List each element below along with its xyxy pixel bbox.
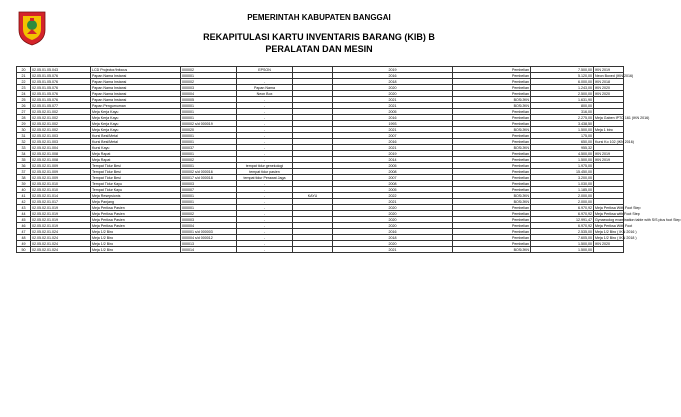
year-cell: 2020 xyxy=(333,91,453,97)
acquisition-method-cell: BOS/JKN xyxy=(453,103,531,109)
brand-cell: - xyxy=(237,127,293,133)
acquisition-method-cell: Pembelian xyxy=(453,151,531,157)
price-cell: 6.970,92 xyxy=(531,211,594,217)
price-cell: 6.970,92 xyxy=(531,223,594,229)
acquisition-method-cell: Pembelian xyxy=(453,121,531,127)
item-name-cell: Papan Nama Instansi xyxy=(91,73,181,79)
year-cell: 2008 xyxy=(333,169,453,175)
item-code-cell: 02.05.02.01.014 xyxy=(31,193,91,199)
item-code-cell: 02.05.01.05.043 xyxy=(31,67,91,73)
row-number-cell: 48 xyxy=(17,235,31,241)
register-number-cell: 000002 xyxy=(181,211,237,217)
row-number-cell: 38 xyxy=(17,175,31,181)
year-cell: 2007 xyxy=(333,133,453,139)
brand-cell: - xyxy=(237,121,293,127)
remarks-cell: Kursi Ko 102 (IKN 2016) xyxy=(595,139,634,144)
price-cell: 1.500,00 xyxy=(531,247,594,253)
price-cell: 1.030,00 xyxy=(531,181,594,187)
item-name-cell: Kursi Besi/Metal xyxy=(91,133,181,139)
register-number-cell: 000001 xyxy=(181,139,237,145)
row-number-cell: 36 xyxy=(17,163,31,169)
brand-cell: - xyxy=(237,229,293,235)
brand-cell: tempat tidur Perawat Jaga xyxy=(237,175,293,181)
item-code-cell: 02.05.02.01.024 xyxy=(31,229,91,235)
brand-cell: - xyxy=(237,157,293,163)
year-cell: 2016 xyxy=(333,229,453,235)
register-number-cell: 000001 xyxy=(181,109,237,115)
year-cell: 2016 xyxy=(333,73,453,79)
acquisition-method-cell: BOS/JKN xyxy=(453,247,531,253)
row-number-cell: 43 xyxy=(17,205,31,211)
year-cell: 2005 xyxy=(333,163,453,169)
brand-cell: - xyxy=(237,205,293,211)
item-name-cell: Meja Periksa Pasien xyxy=(91,211,181,217)
item-code-cell: 02.05.02.01.009 xyxy=(31,169,91,175)
item-code-cell: 02.05.02.01.010 xyxy=(31,181,91,187)
brand-cell: - xyxy=(237,145,293,151)
register-number-cell: 000003 xyxy=(181,85,237,91)
item-code-cell: 02.05.02.01.004 xyxy=(31,145,91,151)
year-cell: 1993 xyxy=(333,121,453,127)
price-cell: 5.120,00 xyxy=(531,73,594,79)
year-cell: 2020 xyxy=(333,211,453,217)
item-code-cell: 02.05.02.01.024 xyxy=(31,247,91,253)
price-cell: 650,00 xyxy=(531,139,594,145)
register-number-cell: 000004 xyxy=(181,91,237,97)
remarks-cell: Meja 1/2 Biro ( IKN 2018 ) xyxy=(595,235,637,240)
item-name-cell: Kursi Kayu xyxy=(91,145,181,151)
item-name-cell: Papan Pengumuman xyxy=(91,103,181,109)
price-cell: 175,00 xyxy=(531,133,594,139)
row-number-cell: 22 xyxy=(17,79,31,85)
price-cell: 3.438,50 xyxy=(531,121,594,127)
remarks-cell: Meja Periksa With Foot Step xyxy=(595,205,641,210)
remarks-cell: IKN 2020 xyxy=(594,91,624,97)
table-row xyxy=(17,247,624,253)
register-number-cell: 000005 xyxy=(181,97,237,103)
register-number-cell: 000003 xyxy=(181,217,237,223)
acquisition-method-cell: Pembelian xyxy=(453,67,531,73)
brand-cell: - xyxy=(237,109,293,115)
price-cell: 2.500,00 xyxy=(531,91,594,97)
item-code-cell: 02.05.02.01.019 xyxy=(31,223,91,229)
item-code-cell: 02.05.01.05.076 xyxy=(31,85,91,91)
brand-cell: - xyxy=(237,241,293,247)
register-number-cell: 000002 s/d 000016 xyxy=(181,169,237,175)
brand-cell: - xyxy=(237,217,293,223)
acquisition-method-cell: Pembelian xyxy=(453,229,531,235)
row-number-cell: 29 xyxy=(17,121,31,127)
item-name-cell: Meja 1/2 Biro xyxy=(91,241,181,247)
item-name-cell: Meja 1/2 Biro xyxy=(91,235,181,241)
price-cell: 4.500,00 xyxy=(531,151,594,157)
year-cell: 2020 xyxy=(333,85,453,91)
brand-cell: - xyxy=(237,103,293,109)
year-cell: 2014 xyxy=(333,157,453,163)
brand-cell: - xyxy=(237,151,293,157)
price-cell: 1.500,00 xyxy=(531,157,594,163)
item-code-cell: 02.05.02.01.019 xyxy=(31,217,91,223)
row-number-cell: 20 xyxy=(17,67,31,73)
brand-cell: tempat tidur genekologi xyxy=(237,163,293,169)
register-number-cell: 000014 xyxy=(181,247,237,253)
row-number-cell: 23 xyxy=(17,85,31,91)
price-cell: 316,00 xyxy=(531,109,594,115)
acquisition-method-cell: Pembelian xyxy=(453,181,531,187)
year-cell: 2021 xyxy=(333,247,453,253)
remarks-cell: Meja 1/2 Biro ( IKN 2016 ) xyxy=(595,229,637,234)
item-name-cell: Meja Periksa Pasien xyxy=(91,217,181,223)
price-cell: 6.000,00 xyxy=(531,79,594,85)
row-number-cell: 37 xyxy=(17,169,31,175)
year-cell: 2019 xyxy=(333,151,453,157)
acquisition-method-cell: Pembelian xyxy=(453,223,531,229)
remarks-cell: IKN 2018 xyxy=(594,79,624,85)
item-name-cell: Meja Rapat xyxy=(91,157,181,163)
acquisition-method-cell: BOS/JKN xyxy=(453,199,531,205)
acquisition-method-cell: BOS/JKN xyxy=(453,145,531,151)
register-number-cell: 000001 xyxy=(181,115,237,121)
item-name-cell: Papan Nama Instansi xyxy=(91,79,181,85)
item-code-cell: 02.05.02.01.002 xyxy=(31,109,91,115)
row-number-cell: 39 xyxy=(17,181,31,187)
acquisition-method-cell: Pembelian xyxy=(453,79,531,85)
brand-cell: - xyxy=(237,247,293,253)
brand-cell: - xyxy=(237,211,293,217)
row-number-cell: 28 xyxy=(17,115,31,121)
remarks-cell: Meja Gaben IPTO 161 (IKN 2016) xyxy=(595,115,650,120)
item-code-cell: 02.05.02.01.017 xyxy=(31,199,91,205)
price-cell: 1.500,00 xyxy=(531,241,594,247)
register-number-cell: 000002 xyxy=(181,79,237,85)
brand-cell: - xyxy=(237,223,293,229)
year-cell: 2016 xyxy=(333,115,453,121)
acquisition-method-cell: Pembelian xyxy=(453,187,531,193)
brand-cell: - xyxy=(237,181,293,187)
price-cell: 7.500,00 xyxy=(531,67,594,73)
price-cell: 2.535,00 xyxy=(531,229,594,235)
year-cell: 2021 xyxy=(333,199,453,205)
item-name-cell: Papan Nama Instansi xyxy=(91,91,181,97)
acquisition-method-cell: Pembelian xyxy=(453,115,531,121)
item-code-cell: 02.05.01.05.076 xyxy=(31,97,91,103)
row-number-cell: 30 xyxy=(17,127,31,133)
year-cell: 2005 xyxy=(333,187,453,193)
remarks-cell xyxy=(594,247,624,253)
row-number-cell: 32 xyxy=(17,139,31,145)
price-cell: 12.991,47 xyxy=(531,217,594,223)
row-number-cell: 45 xyxy=(17,217,31,223)
row-number-cell: 26 xyxy=(17,103,31,109)
item-name-cell: Meja Kerja Kayu xyxy=(91,121,181,127)
item-name-cell: Meja 1/2 Biro xyxy=(91,229,181,235)
item-name-cell: Tempat Tidur Kayu xyxy=(91,181,181,187)
year-cell: 2016 xyxy=(333,139,453,145)
item-name-cell: Papan Nama Instansi xyxy=(91,97,181,103)
price-cell: 1.631,90 xyxy=(531,97,594,103)
brand-cell: Neon Box xyxy=(237,91,293,97)
year-cell: 2021 xyxy=(333,127,453,133)
brand-cell: - xyxy=(237,139,293,145)
row-number-cell: 44 xyxy=(17,211,31,217)
register-number-cell: 000013 xyxy=(181,241,237,247)
item-code-cell: 02.05.02.01.002 xyxy=(31,121,91,127)
register-number-cell: 000001 xyxy=(181,73,237,79)
price-cell: 1.185,00 xyxy=(531,187,594,193)
item-code-cell: 02.05.02.01.019 xyxy=(31,211,91,217)
item-name-cell: Meja Periksa Pasien xyxy=(91,205,181,211)
material-cell: KAYU xyxy=(293,193,333,199)
item-code-cell: 02.05.02.01.024 xyxy=(31,235,91,241)
register-number-cell: 000001 xyxy=(181,133,237,139)
row-number-cell: 24 xyxy=(17,91,31,97)
register-number-cell: 000004 xyxy=(181,223,237,229)
year-cell: 2020 xyxy=(333,223,453,229)
brand-cell: tempat tidur pasien xyxy=(237,169,293,175)
item-name-cell: Tempat Tidur Kayu xyxy=(91,187,181,193)
brand-cell: - xyxy=(237,79,293,85)
brand-cell: - xyxy=(237,235,293,241)
item-code-cell: 02.05.02.01.019 xyxy=(31,205,91,211)
register-number-cell: 000001 s/d 000003 xyxy=(181,229,237,235)
year-cell: 2008 xyxy=(333,181,453,187)
acquisition-method-cell: Pembelian xyxy=(453,133,531,139)
price-cell: 1.975,00 xyxy=(531,163,594,169)
row-number-cell: 49 xyxy=(17,241,31,247)
row-number-cell: 35 xyxy=(17,157,31,163)
acquisition-method-cell: Pembelian xyxy=(453,235,531,241)
item-name-cell: Meja Periksa Pasien xyxy=(91,223,181,229)
remarks-cell: Meja 1 biro xyxy=(594,127,624,133)
row-number-cell: 27 xyxy=(17,109,31,115)
acquisition-method-cell: Pembelian xyxy=(453,175,531,181)
price-cell: 15.450,00 xyxy=(531,169,594,175)
remarks-cell: IKN 2019 xyxy=(594,157,624,163)
row-number-cell: 46 xyxy=(17,223,31,229)
item-name-cell: Meja Panjang xyxy=(91,199,181,205)
price-cell: 800,00 xyxy=(531,103,594,109)
year-cell: 2020 xyxy=(333,205,453,211)
inventory-table xyxy=(16,66,681,253)
year-cell: 2022 xyxy=(333,193,453,199)
item-code-cell: 02.05.01.05.076 xyxy=(31,91,91,97)
register-number-cell: 000003 xyxy=(181,181,237,187)
year-cell: 2018 xyxy=(333,79,453,85)
register-number-cell: 000001 xyxy=(181,205,237,211)
register-number-cell: 000002 xyxy=(181,157,237,163)
acquisition-method-cell: Pembelian xyxy=(453,241,531,247)
brand-cell: - xyxy=(237,187,293,193)
register-number-cell: 000001 xyxy=(181,199,237,205)
acquisition-method-cell: Pembelian xyxy=(453,157,531,163)
item-code-cell: 02.05.02.01.010 xyxy=(31,187,91,193)
material-cell xyxy=(293,247,333,253)
brand-cell: - xyxy=(237,115,293,121)
acquisition-method-cell: Pembelian xyxy=(453,169,531,175)
register-number-cell: 000020 xyxy=(181,127,237,133)
item-name-cell: Meja Kerja Kayu xyxy=(91,115,181,121)
item-name-cell: Meja Kerja Kayu xyxy=(91,127,181,133)
register-number-cell: 000002 xyxy=(181,67,237,73)
register-number-cell: 000004 s/d 000012 xyxy=(181,235,237,241)
row-number-cell: 21 xyxy=(17,73,31,79)
item-code-cell: 02.05.02.01.002 xyxy=(31,115,91,121)
acquisition-method-cell: Pembelian xyxy=(453,91,531,97)
price-cell: 1.243,00 xyxy=(531,85,594,91)
acquisition-method-cell: Pembelian xyxy=(453,211,531,217)
register-number-cell: 000002 s/d 000019 xyxy=(181,121,237,127)
register-number-cell: 000001 xyxy=(181,103,237,109)
remarks-cell: Meja Periksa with Foot Step xyxy=(595,211,640,216)
item-code-cell: 02.05.01.05.077 xyxy=(31,103,91,109)
price-cell: 6.970,92 xyxy=(531,205,594,211)
item-name-cell: Kursi Besi/Metal xyxy=(91,139,181,145)
acquisition-method-cell: BOS/JKN xyxy=(453,97,531,103)
remarks-cell: IKN 2019 xyxy=(594,151,624,157)
acquisition-method-cell: Pembelian xyxy=(453,109,531,115)
remarks-cell: Neon Boxed (IKN 2016) xyxy=(595,73,634,78)
row-number-cell: 31 xyxy=(17,133,31,139)
item-code-cell: 02.05.02.01.002 xyxy=(31,127,91,133)
row-number-cell: 25 xyxy=(17,97,31,103)
year-cell: 2020 xyxy=(333,217,453,223)
year-cell: 2007 xyxy=(333,175,453,181)
item-code-cell: 02.05.02.01.009 xyxy=(31,163,91,169)
acquisition-method-cell: Pembelian xyxy=(453,85,531,91)
register-number-cell: 000001 xyxy=(181,163,237,169)
row-number-cell: 50 xyxy=(17,247,31,253)
item-code-cell: 02.05.02.01.008 xyxy=(31,151,91,157)
brand-cell: EPSON xyxy=(237,67,293,73)
acquisition-method-cell: BOS/JKN xyxy=(453,127,531,133)
year-cell: 2021 xyxy=(333,145,453,151)
acquisition-method-cell: Pembelian xyxy=(453,205,531,211)
row-number-cell: 40 xyxy=(17,187,31,193)
brand-cell: - xyxy=(237,133,293,139)
remarks-cell: Gynaecolog examination table with S/S plus foot Step xyxy=(595,217,681,222)
government-title: PEMERINTAH KABUPATEN BANGGAI xyxy=(247,13,391,22)
price-cell: 1.500,00 xyxy=(531,127,594,133)
price-cell: 955,32 xyxy=(531,145,594,151)
brand-cell: - xyxy=(237,97,293,103)
register-number-cell: 000001 xyxy=(181,193,237,199)
item-code-cell: 02.05.02.01.003 xyxy=(31,133,91,139)
year-cell: 2021 xyxy=(333,97,453,103)
acquisition-method-cell: Pembelian xyxy=(453,139,531,145)
row-number-cell: 41 xyxy=(17,193,31,199)
report-subtitle: PERALATAN DAN MESIN xyxy=(265,44,373,54)
report-title: REKAPITULASI KARTU INVENTARIS BARANG (KIB) B xyxy=(203,32,435,42)
item-code-cell: 02.05.02.01.024 xyxy=(31,241,91,247)
year-cell: 2021 xyxy=(333,103,453,109)
item-name-cell: LCD Projector/Infocus xyxy=(91,67,181,73)
year-cell: 2019 xyxy=(333,67,453,73)
item-code-cell: 02.05.02.01.009 xyxy=(31,175,91,181)
row-number-cell: 42 xyxy=(17,199,31,205)
item-name-cell: Papan Nama Instansi xyxy=(91,85,181,91)
item-name-cell: Meja Resepsionis xyxy=(91,193,181,199)
register-number-cell: 000037 xyxy=(181,145,237,151)
item-name-cell: Tempat Tidur Besi xyxy=(91,169,181,175)
item-name-cell: Meja Kerja Kayu xyxy=(91,109,181,115)
brand-cell: - xyxy=(237,199,293,205)
row-number-cell: 34 xyxy=(17,151,31,157)
row-number-cell: 33 xyxy=(17,145,31,151)
remarks-cell: IKN 2020 xyxy=(594,241,624,247)
remarks-cell: Meja Periksa With Foot xyxy=(595,223,633,228)
item-code-cell: 02.05.01.05.076 xyxy=(31,79,91,85)
acquisition-method-cell: Pembelian xyxy=(453,163,531,169)
acquisition-method-cell: Pembelian xyxy=(453,217,531,223)
price-cell: 7.605,00 xyxy=(531,235,594,241)
price-cell: 2.000,00 xyxy=(531,193,594,199)
item-code-cell: 02.05.02.01.003 xyxy=(31,139,91,145)
register-number-cell: 000001 xyxy=(181,151,237,157)
remarks-cell: IKN 2020 xyxy=(594,85,624,91)
item-name-cell: Meja 1/2 Biro xyxy=(91,247,181,253)
price-cell: 2.000,00 xyxy=(531,199,594,205)
item-name-cell: Tempat Tidur Besi xyxy=(91,175,181,181)
acquisition-method-cell: Pembelian xyxy=(453,73,531,79)
year-cell: 2020 xyxy=(333,241,453,247)
year-cell: 2018 xyxy=(333,235,453,241)
item-code-cell: 02.05.02.01.008 xyxy=(31,157,91,163)
register-number-cell: 000017 s/d 000018 xyxy=(181,175,237,181)
price-cell: 2.275,00 xyxy=(531,115,594,121)
price-cell: 3.200,00 xyxy=(531,175,594,181)
item-name-cell: Meja Rapat xyxy=(91,151,181,157)
item-name-cell: Tempat Tidur Besi xyxy=(91,163,181,169)
year-cell: 2005 xyxy=(333,109,453,115)
row-number-cell: 47 xyxy=(17,229,31,235)
brand-cell: - xyxy=(237,193,293,199)
item-code-cell: 02.05.01.05.076 xyxy=(31,73,91,79)
brand-cell: Papan Nama xyxy=(237,85,293,91)
acquisition-method-cell: BOS/JKN xyxy=(453,193,531,199)
register-number-cell: 000007 xyxy=(181,187,237,193)
remarks-cell: IKN 2019 xyxy=(594,67,624,73)
